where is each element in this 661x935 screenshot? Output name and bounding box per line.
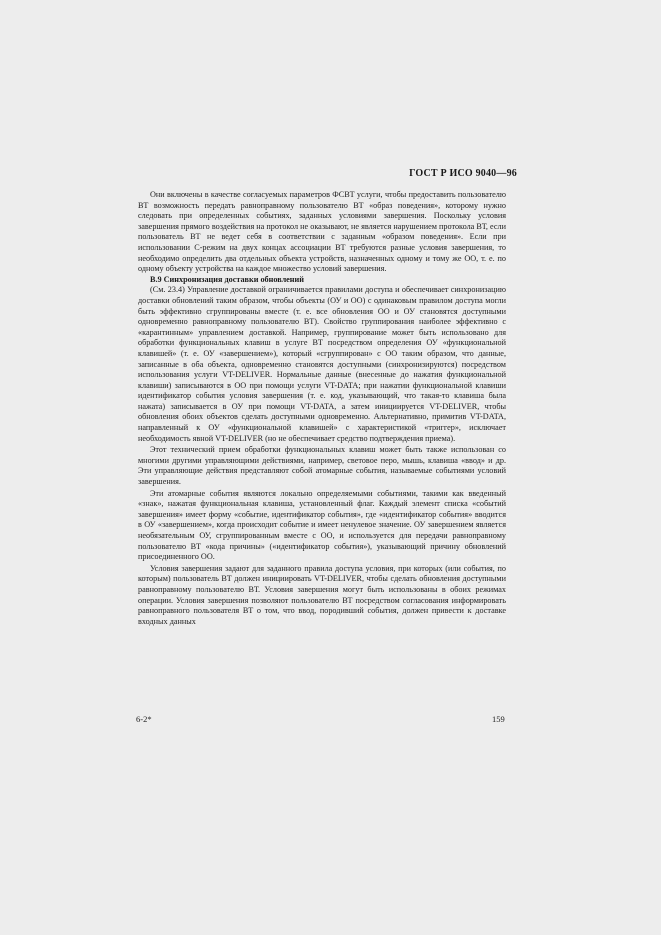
paragraph: Они включены в качестве согласуемых параметров ФСВТ услуги, чтобы предоставить пользователю ВТ возможность передать равноправному пользователю ВТ «образ поведения», которому нужно следовать при определенных событиях, заданных условиями завершения. Поскольку условия завершения прямого воздействия на протокол не оказывают, не является нарушением протокола ВТ, если пользователь ВТ не ведет себя в соответствии с заданным «образом поведения». Если при использовании С-режим на двух концах ассоциации ВТ требуются разные условия завершения, то необходимо определить два отдельных объекта устройств, назначенных одному и тому же ОО, т. е. по одному объекту устройства на каждое множество условий завершения. bbox=[138, 190, 506, 274]
page-number: 159 bbox=[492, 714, 505, 724]
paragraph: (См. 23.4) Управление доставкой ограничивается правилами доступа и обеспечивает синхронизацию доставки обновлений таким образом, чтобы объекты (ОУ и ОО) с одинаковым правилом доступа могли быть эффективно сгруппированы вместе (т. е. все обновления ОО и ОУ становятся доступными одновременно равноправному пользователю ВТ). Свойство группирования наиболее эффективно с «карантинным» управлением доставкой. Например, группирование может быть использовано для обработки функциональных клавиш в услуге ВТ посредством определения ОУ «функциональной клавишей» (т. е. ОУ «завершением»), который «сгруппирован» с ОО таким образом, что данные, записанные в оба объекта, одновременно становятся доступными (синхронизируются) посредством использования услуги VT-DELIVER. Нормальные данные (внесенные до нажатия функциональной клавиши) записываются в ОО при помощи услуги VT-DATA; при нажатии функциональной клавиши идентификатор события условия завершения (т. е. код, указывающий, что такая-то клавиша была нажата) записывается в ОУ при помощи VT-DATA, а затем инициируется VT-DELIVER, чтобы обновления обоих объектов сделать доступными одновременно. Альтернативно, примитив VT-DATA, направленный к ОУ «функциональной клавишей» с характеристикой «триггер», исключает необходимость явной VT-DELIVER (но не обеспечивает средство подтверждения приема). bbox=[138, 285, 506, 443]
paragraph: Условия завершения задают для заданного правила доступа условия, при которых (или события, по которым) пользователь ВТ должен инициировать VT-DELIVER, чтобы сделать обновления доступными равноправному пользователю ВТ. Условия завершения могут быть использованы в обоих режимах операции. Условия завершения позволяют пользователю ВТ посредством согласования информировать равноправного пользователя ВТ о том, что ввод, породивший события, должен привести к доставке входных данных bbox=[138, 563, 506, 626]
paragraph: Этот технический прием обработки функциональных клавиш может быть также использован со многими другими управляющими действиями, например, световое перо, мышь, клавиша «ввод» и др. Эти управляющие действия представляют собой атомарные события, называемые событиями условий завершения. bbox=[138, 445, 506, 487]
sheet-signature: 6-2* bbox=[136, 714, 152, 724]
standard-header: ГОСТ Р ИСО 9040—96 bbox=[409, 168, 517, 179]
paragraph: Эти атомарные события являются локально определяемыми событиями, такими как введенный «знак», нажатая функциональная клавиша, установленный флаг. Каждый элемент списка «событий завершения» имеет форму «событие, идентификатор события», где «идентификатор события» вводится в ОУ «завершением», когда происходит событие и имеет ненулевое значение. ОУ завершением является необязательным ОУ, сгруппированным вместе с ОО, и используется для передачи равноправному пользователю ВТ «кода причины» («идентификатор события»), указывающий причину обновлений присоединенного ОО. bbox=[138, 488, 506, 562]
document-body bbox=[138, 190, 506, 627]
section-heading: В.9 Синхронизация доставки обновлений bbox=[150, 274, 304, 284]
